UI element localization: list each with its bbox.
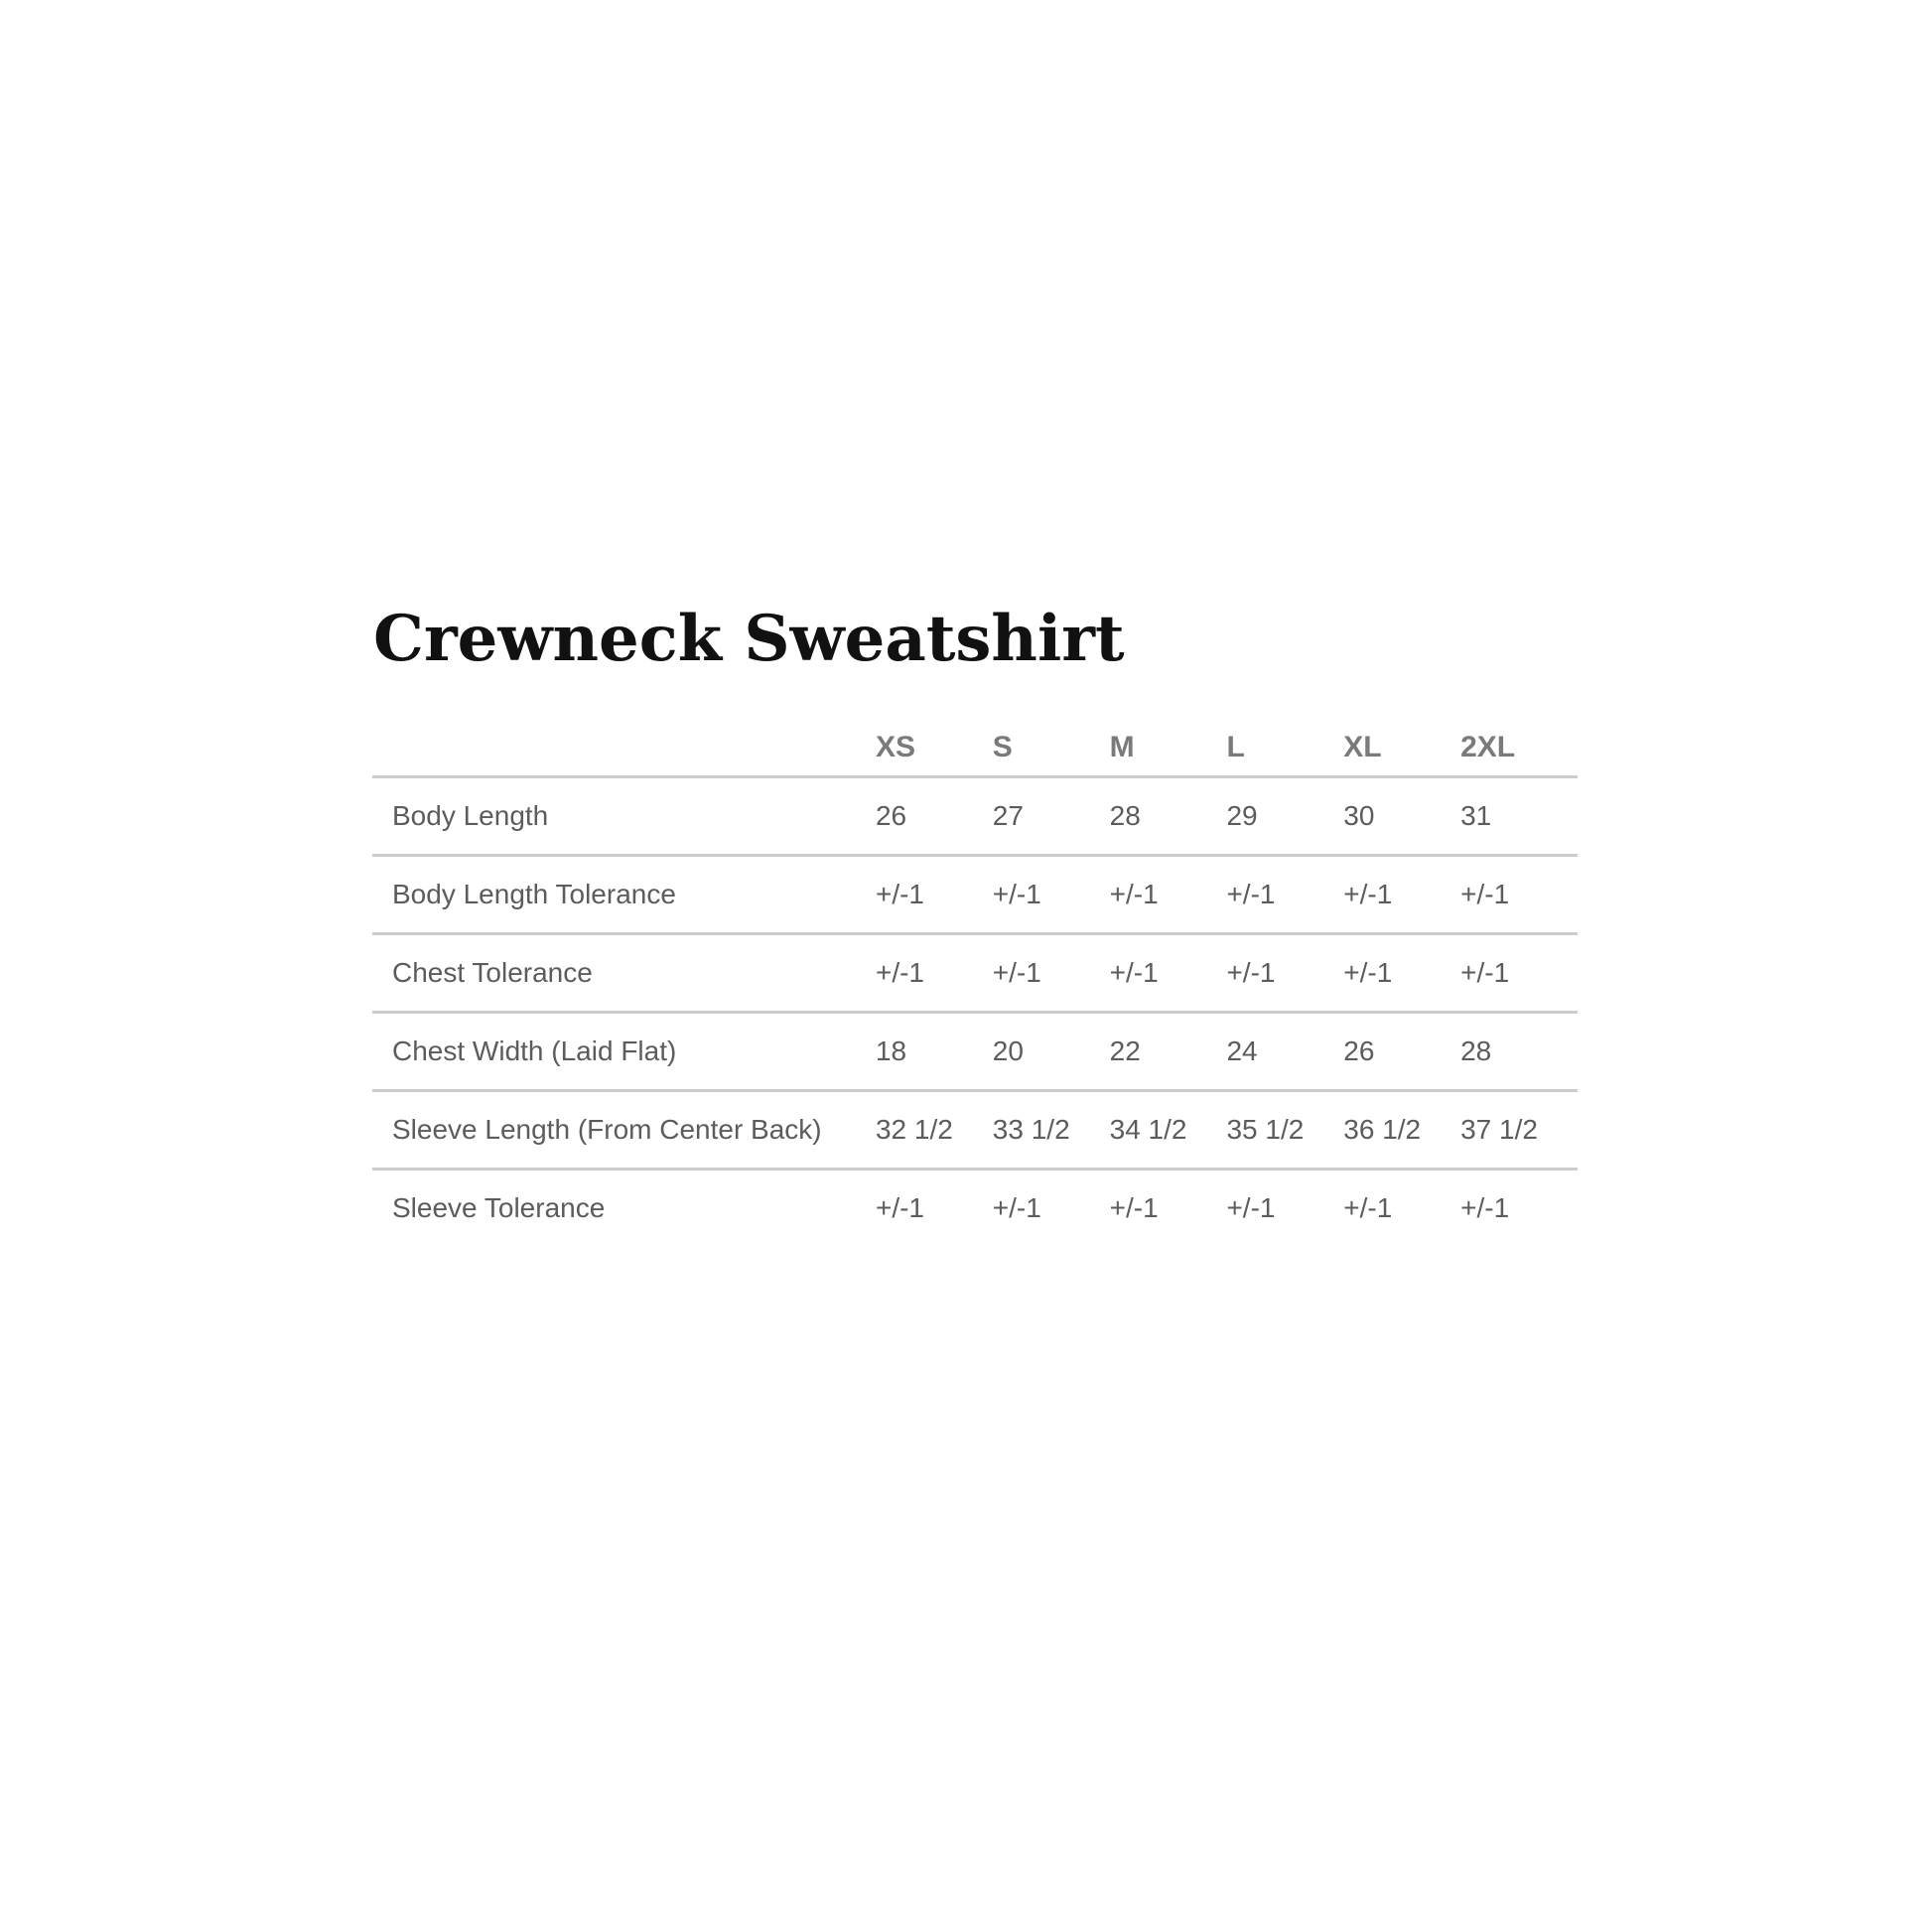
page-title: Crewneck Sweatshirt bbox=[373, 602, 1125, 676]
table-cell: +/-1 bbox=[992, 1192, 1041, 1223]
size-chart-table bbox=[372, 720, 1578, 1246]
table-cell: +/-1 bbox=[1226, 856, 1343, 934]
table-cell: +/-1 bbox=[1343, 856, 1460, 934]
table-cell: 28 bbox=[1110, 777, 1227, 856]
table-cell: +/-1 bbox=[1343, 934, 1460, 1013]
table-cell: 31 bbox=[1460, 777, 1578, 856]
table-cell: 34 1/2 bbox=[1110, 1091, 1227, 1170]
table-cell: +/-1 bbox=[875, 1192, 924, 1223]
table-cell: +/-1 bbox=[993, 934, 1110, 1013]
table-cell: 28 bbox=[1460, 1013, 1578, 1091]
size-header-2xl: 2XL bbox=[1460, 720, 1578, 777]
table-cell: +/-1 bbox=[993, 856, 1110, 934]
size-header-s: S bbox=[993, 720, 1110, 777]
row-label: Sleeve Tolerance bbox=[392, 1192, 606, 1223]
table-row bbox=[372, 1170, 1578, 1247]
table-cell: +/-1 bbox=[1109, 1192, 1159, 1223]
table-row bbox=[372, 777, 1578, 856]
table-row bbox=[372, 934, 1578, 1013]
table-cell: 26 bbox=[1343, 1013, 1460, 1091]
size-header-xs: XS bbox=[876, 720, 993, 777]
table-cell: +/-1 bbox=[1460, 934, 1578, 1013]
table-row bbox=[372, 1013, 1578, 1091]
row-label: Sleeve Length (From Center Back) bbox=[372, 1091, 876, 1170]
table-cell: +/-1 bbox=[1110, 934, 1227, 1013]
size-header-row bbox=[372, 720, 1578, 777]
table-cell: 26 bbox=[876, 777, 993, 856]
table-cell: 35 1/2 bbox=[1226, 1091, 1343, 1170]
table-cell: +/-1 bbox=[1460, 1192, 1510, 1223]
row-label: Body Length Tolerance bbox=[372, 856, 876, 934]
table-cell: 18 bbox=[876, 1013, 993, 1091]
table-row bbox=[372, 1091, 1578, 1170]
table-cell: +/-1 bbox=[1460, 856, 1578, 934]
header-blank-cell bbox=[372, 720, 876, 777]
table-cell: +/-1 bbox=[1343, 1192, 1393, 1223]
table-cell: 22 bbox=[1110, 1013, 1227, 1091]
table-cell: +/-1 bbox=[1226, 1192, 1276, 1223]
table-cell: 36 1/2 bbox=[1343, 1091, 1460, 1170]
table-cell: 30 bbox=[1343, 777, 1460, 856]
table-cell: 32 1/2 bbox=[876, 1091, 993, 1170]
size-header-l: L bbox=[1226, 720, 1343, 777]
table-cell: 33 1/2 bbox=[993, 1091, 1110, 1170]
row-label: Chest Width (Laid Flat) bbox=[372, 1013, 876, 1091]
table-cell: +/-1 bbox=[1226, 934, 1343, 1013]
table-cell: 24 bbox=[1226, 1013, 1343, 1091]
row-label: Body Length bbox=[372, 777, 876, 856]
size-header-m: M bbox=[1110, 720, 1227, 777]
table-cell: 37 1/2 bbox=[1460, 1091, 1578, 1170]
table-cell: 27 bbox=[993, 777, 1110, 856]
table-cell: 29 bbox=[1226, 777, 1343, 856]
table-row bbox=[372, 856, 1578, 934]
table-cell: +/-1 bbox=[1110, 856, 1227, 934]
table-cell: +/-1 bbox=[876, 934, 993, 1013]
table-cell: 20 bbox=[993, 1013, 1110, 1091]
size-header-xl: XL bbox=[1343, 720, 1460, 777]
table-cell: +/-1 bbox=[876, 856, 993, 934]
row-label: Chest Tolerance bbox=[372, 934, 876, 1013]
